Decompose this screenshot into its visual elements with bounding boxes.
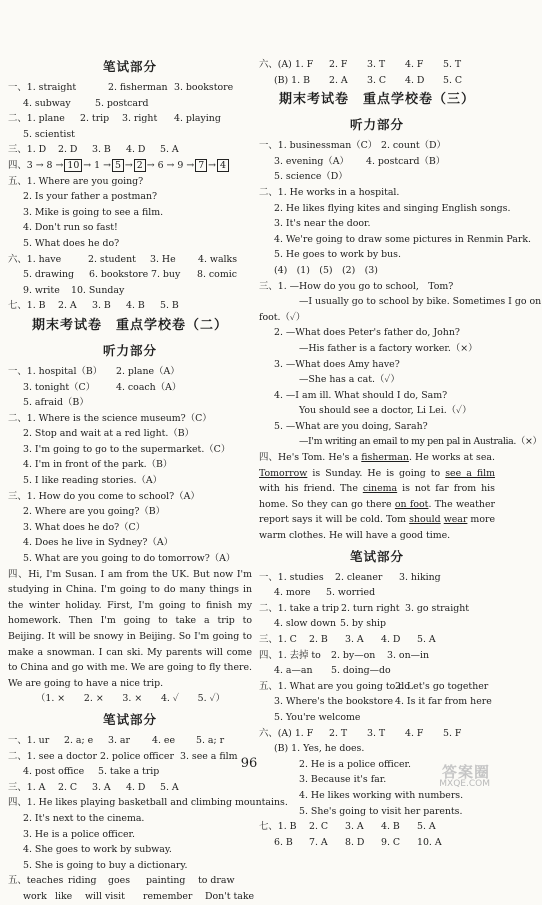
answer-row: 5. What does he do?	[23, 237, 120, 249]
answer-row: —She has a cat.（✓）	[299, 374, 400, 386]
answer-row: 2. He is a police officer.	[299, 758, 411, 770]
answer-row: 四、1. He likes playing basketball and climbing mountains.	[8, 797, 288, 809]
right-column	[259, 57, 542, 850]
section-title-written: 笔试部分	[102, 711, 157, 727]
answer-row: 六、(A) 1. F 2. F 3. T 4. F 5. T	[259, 59, 462, 70]
answer-row: 3. tonight（C） 4. coach（A）	[23, 381, 182, 393]
answer-row: 3. Where's the bookstore 4. Is it far from here	[274, 696, 492, 708]
answer-row: 3. I'm going to go to the supermarket.（C）	[23, 443, 231, 455]
underlined-answer: see a film	[445, 467, 495, 479]
answer-row: 二、1. take a trip 2. turn right 3. go straight	[259, 602, 470, 614]
answer-row: 4. We're going to draw some pictures in Renmin Park.	[274, 233, 531, 245]
answer-row: 一、1. hospital（B） 2. plane（A）	[8, 365, 180, 377]
answer-row: 六、1. have 2. student 3. He 4. walks	[8, 253, 238, 265]
answer-row: 4. —I am ill. What should I do, Sam?	[274, 389, 448, 401]
sequence-row: 四、3 → 8 → 10 → 1 → 5 → 2 → 6 → 9 → 7 → 4	[8, 158, 252, 174]
answer-row: 4. subway 5. postcard	[23, 97, 149, 109]
answer-row: 三、1. How do you come to school?（A）	[8, 490, 200, 502]
answer-row: 三、1. —How do you go to school, Tom?	[259, 280, 454, 292]
answer-row: —His father is a factory worker.（×）	[299, 342, 478, 354]
exam-title: 期末考试卷 重点学校卷（三）	[278, 92, 475, 108]
underlined-answer: on foot	[394, 498, 429, 510]
answer-row: foot.（✓）	[259, 311, 306, 323]
answer-row: 3. Because it's far.	[299, 774, 387, 786]
answer-row: 9. write 10. Sunday	[23, 284, 125, 296]
answer-row: 5. I like reading stories.（A）	[23, 475, 163, 487]
answer-row: 三、1. C 2. B 3. A 4. D 5. A	[259, 634, 436, 645]
answer-row: 六、(A) 1. F 2. T 3. T 4. F 5. F	[259, 727, 462, 739]
boxed-number: 2	[134, 159, 146, 172]
answer-row: 4. She goes to work by subway.	[23, 844, 172, 856]
answer-row: 2. —What does Peter's father do, John?	[274, 327, 460, 339]
answer-row: 6. B 7. A 8. D 9. C 10. A	[274, 836, 442, 848]
answer-row: 2. He likes flying kites and singing English songs.	[274, 202, 511, 214]
answer-row: 2. Where are you going?（B）	[23, 506, 166, 518]
watermark-logo	[439, 763, 490, 790]
section-title-listening: 听力部分	[102, 342, 157, 358]
answer-row: 五、1. What are you going to do2. Let's go together	[259, 680, 489, 692]
watermark-logo-text: 答案圈	[441, 763, 490, 781]
boxed-number: 7	[195, 159, 207, 172]
answer-row: 一、1. straight 2. fisherman 3. bookstore	[8, 82, 234, 93]
answer-row: 二、1. see a doctor 2. police officer 3. see a film	[8, 750, 238, 762]
answer-row: —I'm writing an email to my pen pal in Australia.（×）	[299, 436, 542, 448]
listening-passage: 四、He's Tom. He's a fisherman. He works at sea. Tomorrow is Sunday. He is going to see a film with his friend. The cinema is not far from his home. So they can go there on foot. The weather report says it will be cold. Tom should wear more warm clothes. He will have a good time.	[259, 452, 495, 542]
answer-row: 3. It's near the door.	[274, 218, 371, 230]
answer-row: 4. Does he live in Sydney?（A）	[23, 537, 173, 549]
answer-order: (4) (1) (5) (2) (3)	[274, 264, 378, 276]
answer-row: 5. What are you going to do tomorrow?（A）	[23, 553, 236, 565]
answer-row: work like will visit remember Don't take	[23, 890, 255, 902]
answer-row: 5. He goes to work by bus.	[274, 249, 401, 261]
answer-row: You should see a doctor, Li Lei.（✓）	[299, 405, 472, 417]
answer-row: 三、1. D 2. D 3. B 4. D 5. A	[8, 144, 179, 156]
answer-row: 二、1. He works in a hospital.	[259, 186, 400, 198]
underlined-answer: should	[409, 514, 441, 526]
answer-row: 5. scientist	[23, 128, 75, 140]
answer-row: 5. She's going to visit her parents.	[299, 805, 463, 817]
answer-row: 4. slow down 5. by ship	[274, 618, 387, 630]
answer-row: 三、1. A 2. C 3. A 4. D 5. A	[8, 781, 179, 793]
answer-row: 五、teaches riding goes painting to draw	[8, 875, 235, 887]
answer-row: 五、1. Where are you going?	[8, 175, 144, 187]
answer-row: 四、1. 去掉 to 2. by—on 3. on—in	[259, 649, 430, 661]
watermark-url: MXQE.COM	[439, 779, 490, 789]
underlined-answer: Tomorrow	[259, 467, 308, 479]
answer-row: 4. He likes working with numbers.	[299, 789, 464, 801]
section-title-listening: 听力部分	[349, 117, 404, 133]
answer-row: 2. Stop and wait at a red light.（B）	[23, 428, 195, 440]
answer-row: 七、1. B 2. C 3. A 4. B 5. A	[259, 821, 436, 833]
answer-row: 一、1. businessman（C） 2. count（D）	[259, 140, 446, 152]
answer-row: 5. drawing 6. bookstore 7. buy 8. comic	[23, 269, 237, 281]
answer-row: (B) 1. B 2. A 3. C 4. D 5. C	[274, 74, 463, 86]
boxed-number: 4	[217, 159, 229, 172]
underlined-answer: fisherman	[361, 452, 409, 464]
answer-row: 4. post office 5. take a trip	[23, 766, 160, 778]
section-title-written: 笔试部分	[102, 59, 157, 74]
answer-row: 一、1. studies 2. cleaner 3. hiking	[259, 571, 441, 583]
answer-row: 3. evening（A） 4. postcard（B）	[274, 155, 446, 167]
boxed-number: 10	[64, 159, 82, 172]
answer-marks: （1. × 2. × 3. × 4. ✓ 5. ✓）	[36, 693, 226, 705]
answer-row: 3. —What does Amy have?	[274, 358, 400, 370]
answer-row: 4. Don't run so fast!	[23, 222, 118, 234]
answer-row: 4. more 5. worried	[274, 587, 376, 599]
answer-row: 5. She is going to buy a dictionary.	[23, 859, 188, 871]
answer-row: 3. He is a police officer.	[23, 828, 135, 840]
answer-row: 2. It's next to the cinema.	[23, 812, 145, 824]
answer-row: 2. Is your father a postman?	[23, 191, 158, 203]
underlined-answer: wear	[443, 514, 468, 526]
boxed-number: 5	[112, 159, 124, 172]
answer-row: (B) 1. Yes, he does.	[274, 743, 365, 755]
answer-row: 二、1. plane 2. trip 3. right 4. playing	[8, 113, 221, 125]
answer-row: 3. Mike is going to see a film.	[23, 206, 164, 218]
answer-row: 4. a—an 5. doing—do	[274, 665, 391, 677]
section-title-written: 笔试部分	[349, 548, 404, 564]
exam-title: 期末考试卷 重点学校卷（二）	[31, 317, 228, 333]
answer-row: 5. science（D）	[274, 171, 348, 183]
answer-row: 5. —What are you doing, Sarah?	[274, 420, 428, 432]
answer-row: 4. I'm in front of the park.（B）	[23, 459, 173, 471]
answer-row: 二、1. Where is the science museum?（C）	[8, 412, 212, 424]
page-number: 96	[240, 756, 258, 771]
answer-row: 3. What does he do?（C）	[23, 521, 146, 533]
answer-row: —I usually go to school by bike. Sometimes I go on	[299, 296, 542, 308]
answer-row: 七、1. B 2. A 3. B 4. B 5. B	[8, 300, 179, 312]
answer-row: 一、1. ur 2. a; e 3. ar 4. ee 5. a; r	[8, 734, 225, 746]
answer-row: 5. You're welcome	[274, 711, 361, 723]
underlined-answer: cinema	[362, 483, 398, 495]
answer-row: 5. afraid（B）	[23, 397, 89, 409]
listening-passage: 四、Hi, I'm Susan. I am from the UK. But now I'm studying in China. I'm going to do many things in the winter holiday. First, I'm going to finish my homework. Then I'm going to take a trip to Beijing. It will be snowy in Beijing. So I'm going to make a snowman. I can ski. My parents will come to China and go with me. We are going to fly there. We are going to have a nice trip.	[8, 568, 252, 689]
